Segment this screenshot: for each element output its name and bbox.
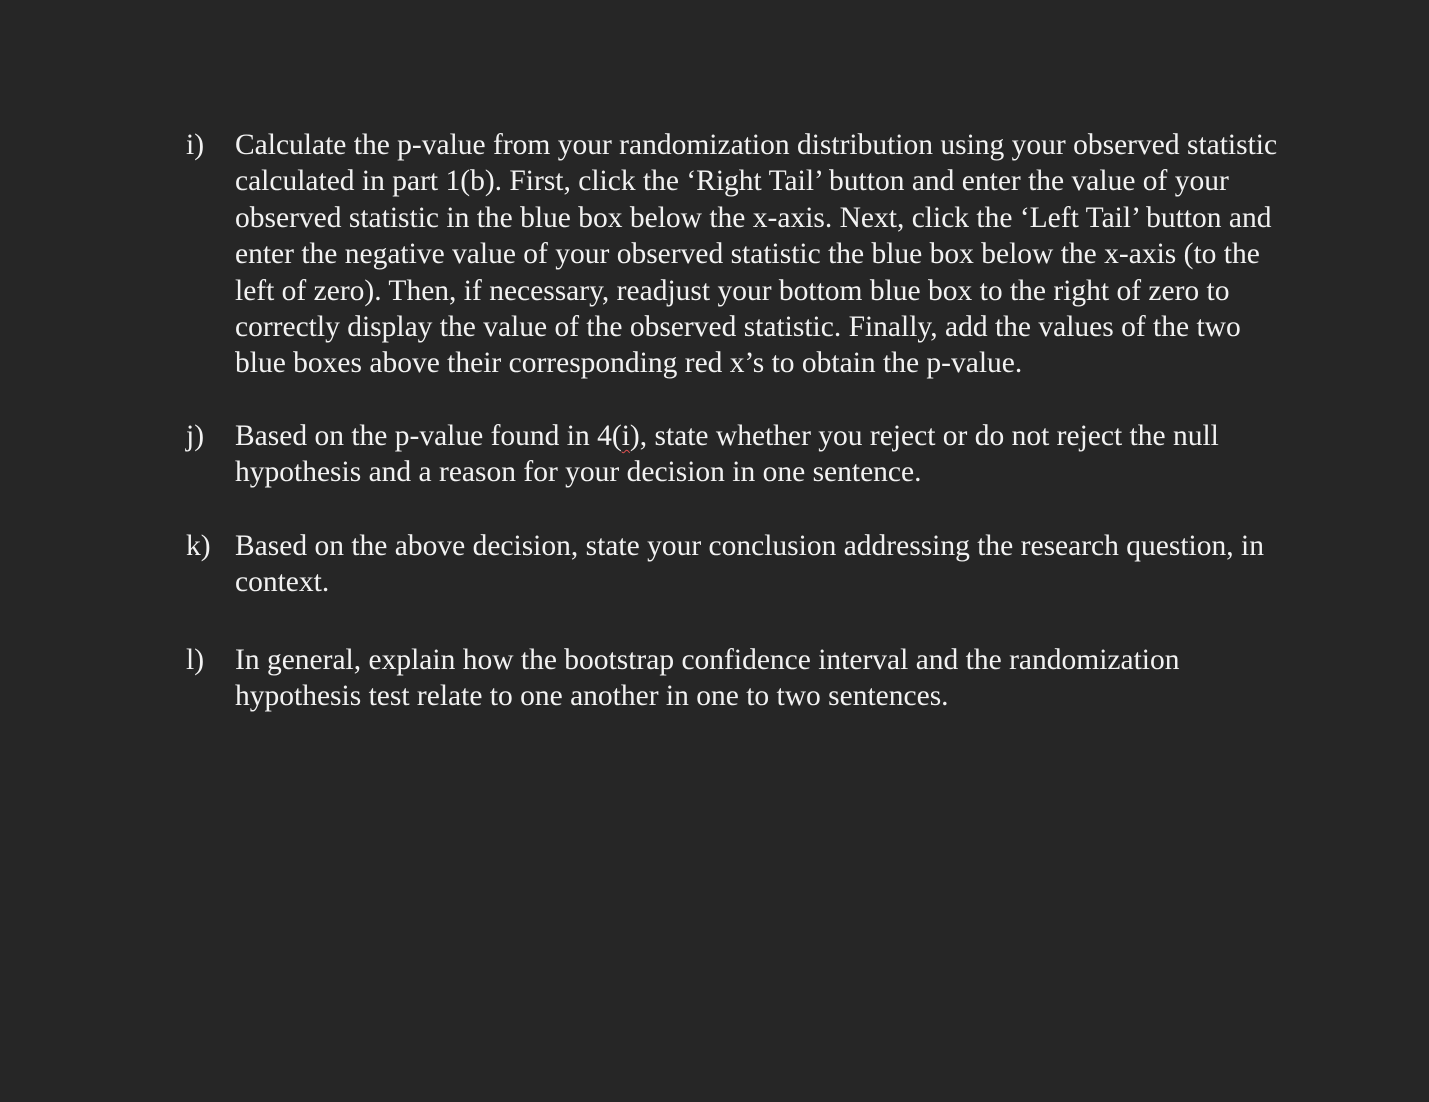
text-line: calculated in part 1(b). First, click the ‘Right Tail’ button and enter the value of your (235, 165, 1229, 198)
text-line: hypothesis test relate to one another in one to two sentences. (235, 680, 949, 713)
question-text (235, 418, 1370, 491)
text-line: enter the negative value of your observed statistic the blue box below the x-axis (to the (235, 238, 1260, 271)
text-segment: Based on the p-value found in 4( (235, 420, 622, 452)
question-text (235, 127, 1370, 382)
list-marker: j) (186, 420, 205, 452)
list-marker: k) (186, 530, 211, 562)
list-marker: i) (186, 129, 205, 161)
text-line: Calculate the p-value from your randomization distribution using your observed statistic (235, 129, 1278, 161)
question-text (235, 642, 1370, 715)
text-line (235, 418, 1370, 454)
text-line: observed statistic in the blue box below the x-axis. Next, click the ‘Left Tail’ button and (235, 201, 1272, 234)
text-line: Based on the above decision, state your conclusion addressing the research question, in (235, 530, 1264, 562)
text-line: hypothesis and a reason for your decision in one sentence. (235, 456, 922, 489)
text-line: correctly display the value of the observed statistic. Finally, add the values of the two (235, 311, 1241, 344)
list-marker: l) (186, 644, 205, 676)
text-line: blue boxes above their corresponding red x’s to obtain the p-value. (235, 347, 1023, 380)
spellcheck-flagged-word[interactable]: i (621, 420, 630, 452)
text-line: context. (235, 566, 330, 599)
question-text (235, 528, 1370, 601)
text-line: In general, explain how the bootstrap confidence interval and the randomization (235, 644, 1180, 676)
text-segment: ), state whether you reject or do not reject the null (629, 420, 1219, 452)
text-line: left of zero). Then, if necessary, readjust your bottom blue box to the right of zero to (235, 274, 1230, 307)
